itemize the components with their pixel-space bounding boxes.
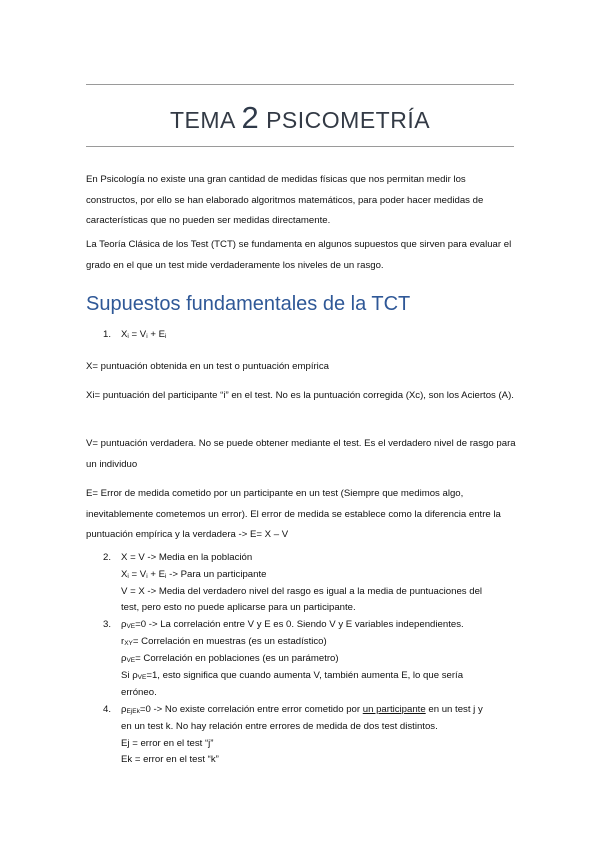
item-3-line-1: $\rho_{VE}=0 -> La$ correlación entre V y E es 0. Siendo V y E variables independientes. — [121, 619, 464, 630]
bottom-divider — [86, 146, 514, 147]
item-4-line-2: en un test k. No hay relación entre errores de medida de dos test distintos. — [121, 721, 438, 732]
item-2-line-3: V = X -> Media del verdadero nivel del rasgo es igual a la media de puntuaciones del — [121, 586, 483, 597]
item-4-line-1: $\rho_{EjEk}=0 -> No$ existe correlación entre error cometido por un participante en un test j y — [121, 704, 483, 715]
definition-e: E= Error de medida cometido por un participante en un test (Siempre que medimos algo, inevitablemente cometemos un error). El error de medida se establece como la diferencia entre la puntuación empírica y la verdadera -> E= X – V — [86, 488, 501, 540]
item-4-line-4: Ek = error en el test “k” — [121, 754, 219, 765]
item-3-line-2: $r_{XY}=$ Correlación en muestras (es un estadístico) — [121, 636, 327, 647]
page-title — [86, 100, 514, 136]
intro-paragraph-2: La Teoría Clásica de los Test (TCT) se fundamenta en algunos supuestos que sirven para evaluar el grado en el que un test mide verdaderamente los niveles de un rasgo. — [86, 239, 512, 271]
item-2-line-4: test, pero esto no puede aplicarse para un participante. — [121, 602, 356, 613]
item-1-formula: $X_i = V_i + E_i$ — [121, 329, 167, 340]
item-3-line-3: $\rho_{VE}=$ Correlación en poblaciones (es un parámetro) — [121, 653, 339, 664]
title-number: 2 — [241, 100, 260, 135]
item-2-line-2: $X_i = V_i + E_i$ -> Para un participante — [121, 569, 267, 580]
item-4-line-3: Ej = error en el test “j” — [121, 738, 214, 749]
top-divider — [86, 84, 514, 85]
item-2-number: 2. — [103, 552, 112, 563]
section-heading: Supuestos fundamentales de la TCT — [86, 293, 411, 315]
definition-xi: Xi= puntuación del participante “i” en el test. No es la puntuación corregida (Xc), son los Aciertos (A). — [86, 390, 514, 401]
definition-x: X= puntuación obtenida en un test o puntuación empírica — [86, 361, 329, 372]
title-prefix: TEMA — [169, 107, 235, 133]
item-4-number: 4. — [103, 704, 112, 715]
item-3-number: 3. — [103, 619, 112, 630]
title-suffix: PSICOMETRÍA — [266, 107, 431, 133]
item-1-number: 1. — [103, 329, 112, 340]
item-2-line-1: X = V -> Media en la población — [121, 552, 253, 563]
intro-paragraph-1: En Psicología no existe una gran cantidad de medidas físicas que nos permitan medir los constructos, por ello se han elaborado algoritmos matemáticos, para poder hacer medidas de características que no pueden ser medidas directamente. — [86, 174, 484, 226]
item-3-line-5: erróneo. — [121, 687, 157, 698]
item-3-line-4: Si $\rho_{VE}=1$, esto significa que cuando aumenta V, también aumenta E, lo que sería — [121, 670, 464, 681]
definition-v: V= puntuación verdadera. No se puede obtener mediante el test. Es el verdadero nivel de rasgo para un individuo — [86, 438, 516, 470]
